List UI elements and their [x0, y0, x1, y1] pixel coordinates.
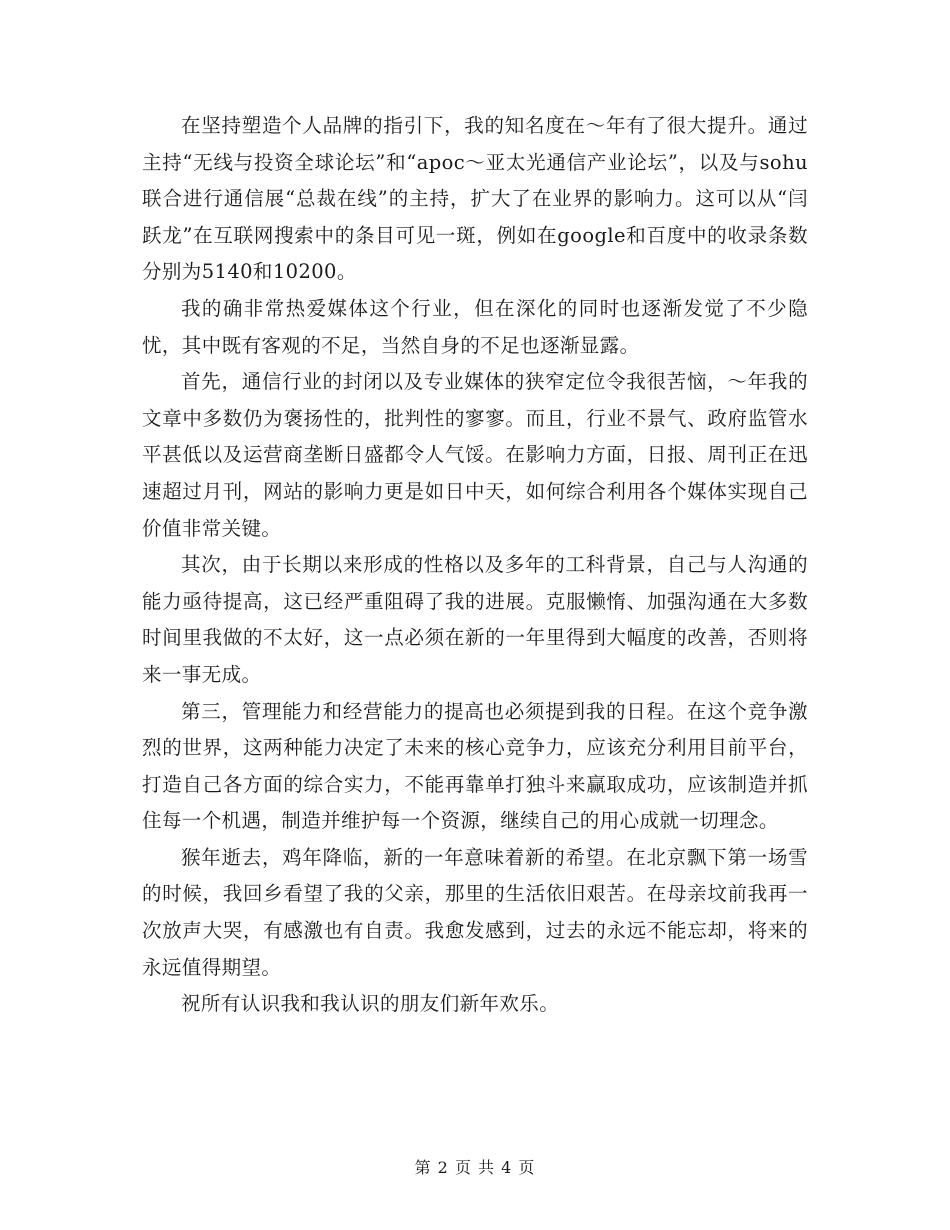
paragraph-media-industry: 我的确非常热爱媒体这个行业，但在深化的同时也逐渐发觉了不少隐忧，其中既有客观的不足，当然自身的不足也逐渐显露。 — [142, 296, 808, 357]
paragraph-first-concern: 首先，通信行业的封闭以及专业媒体的狭窄定位令我很苦恼，～年我的文章中多数仍为褒扬性的，批判性的寥寥。而且，行业不景气、政府监管水平甚低以及运营商垄断日盛都令人气馁。在影响力方面，日报、周刊正在迅速超过月刊，网站的影响力更是如日中天，如何综合利用各个媒体实现自己价值非常关键。 — [142, 370, 808, 540]
paragraph-personal-brand: 在坚持塑造个人品牌的指引下，我的知名度在～年有了很大提升。通过主持“无线与投资全球论坛”和“apoc～亚太光通信产业论坛”，以及与sohu联合进行通信展“总裁在线”的主持，扩大了在业界的影响力。这可以从“闫跃龙”在互联网搜索中的条目可见一斑，例如在google和百度中的收录条数分别为5140和10200。 — [142, 114, 808, 284]
paragraph-third-concern: 第三，管理能力和经营能力的提高也必须提到我的日程。在这个竞争激烈的世界，这两种能力决定了未来的核心竞争力，应该充分利用目前平台，打造自己各方面的综合实力，不能再靠单打独斗来赢取成功，应该制造并抓住每一个机遇，制造并维护每一个资源，继续自己的用心成就一切理念。 — [142, 699, 808, 833]
paragraph-second-concern: 其次，由于长期以来形成的性格以及多年的工科背景，自己与人沟通的能力亟待提高，这已经严重阻碍了我的进展。克服懒惰、加强沟通在大多数时间里我做的不太好，这一点必须在新的一年里得到大幅度的改善，否则将来一事无成。 — [142, 553, 808, 686]
document-body — [142, 108, 808, 1023]
paragraph-greeting: 祝所有认识我和我认识的朋友们新年欢乐。 — [181, 992, 560, 1016]
paragraph-new-year-hope: 猴年逝去，鸡年降临，新的一年意味着新的希望。在北京飘下第一场雪的时候，我回乡看望了我的父亲，那里的生活依旧艰苦。在母亲坟前我再一次放声大哭，有感激也有自责。我愈发感到，过去的永远不能忘却，将来的永远值得期望。 — [142, 845, 808, 979]
page-number-footer: 第 2 页 共 4 页 — [414, 1158, 536, 1177]
